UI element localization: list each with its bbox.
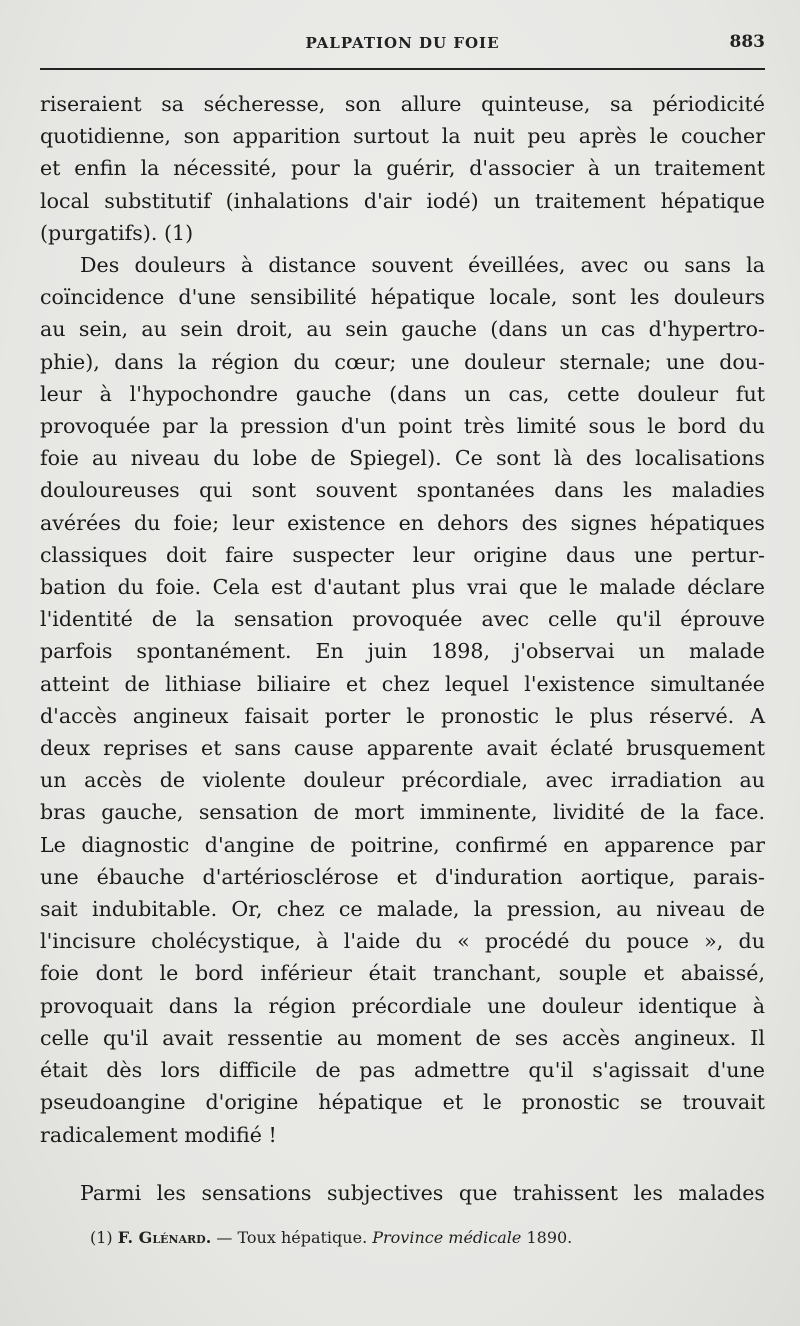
text-line: d'accès angineux faisait porter le pronostic le plus réservé. A [40, 703, 765, 728]
text-line: foie dont le bord inférieur était tranchant, souple et abaissé, [40, 961, 765, 986]
text-line: parfois spontanément. En juin 1898, j'observai un malade [40, 639, 765, 664]
text-line: coïncidence d'une sensibilité hépatique locale, sont les douleurs [40, 285, 765, 310]
running-title: PALPATION DU FOIE [305, 34, 500, 52]
footnote-author: F. Glénard. [117, 1228, 212, 1247]
text-line: était dès lors difficile de pas admettre qu'il s'agissait d'une [40, 1058, 765, 1083]
text-line: local substitutif (inhalations d'air iodé) un traitement hépatique [40, 188, 765, 213]
footnote [90, 1228, 710, 1247]
text-line: leur à l'hypochondre gauche (dans un cas, cette douleur fut [40, 381, 765, 406]
text-line: deux reprises et sans cause apparente avait éclaté brusquement [40, 736, 765, 761]
page-header [40, 28, 765, 64]
text-line: l'identité de la sensation provoquée avec celle qu'il éprouve [40, 607, 765, 632]
text-line: au sein, au sein droit, au sein gauche (dans un cas d'hypertro- [40, 317, 765, 342]
text-line: provoquait dans la région précordiale une douleur identique à [40, 993, 765, 1018]
text-line: et enfin la nécessité, pour la guérir, d'associer à un traitement [40, 156, 765, 181]
text-line: Des douleurs à distance souvent éveillées, avec ou sans la [80, 253, 765, 278]
page-number: 883 [729, 32, 765, 52]
text-line: Parmi les sensations subjectives que trahissent les malades [80, 1180, 765, 1205]
text-line: classiques doit faire suspecter leur origine daus une pertur- [40, 542, 765, 567]
text-line: un accès de violente douleur précordiale, avec irradiation au [40, 768, 765, 793]
text-line: sait indubitable. Or, chez ce malade, la pression, au niveau de [40, 897, 765, 922]
text-line: pseudoangine d'origine hépatique et le pronostic se trouvait [40, 1090, 765, 1115]
body-text [40, 88, 765, 1209]
text-line: Le diagnostic d'angine de poitrine, confirmé en apparence par [40, 832, 765, 857]
text-line: douloureuses qui sont souvent spontanées dans les maladies [40, 478, 765, 503]
footnote-year: 1890. [526, 1228, 573, 1247]
footnote-title: Toux hépatique. [237, 1228, 368, 1247]
text-line: (purgatifs). (1) [40, 220, 194, 245]
text-line: provoquée par la pression d'un point très limité sous le bord du [40, 414, 765, 439]
header-rule [40, 68, 765, 70]
text-line: une ébauche d'artériosclérose et d'induration aortique, parais- [40, 864, 765, 889]
text-line: bras gauche, sensation de mort imminente, lividité de la face. [40, 800, 765, 825]
paragraph-3 [40, 1177, 765, 1209]
footnote-dash: — [216, 1228, 233, 1247]
text-line: riseraient sa sécheresse, son allure quinteuse, sa périodicité [40, 92, 765, 116]
text-line: celle qu'il avait ressentie au moment de ses accès angineux. Il [40, 1025, 765, 1050]
text-line: quotidienne, son apparition surtout la nuit peu après le coucher [40, 124, 765, 149]
footnote-marker: (1) [90, 1228, 113, 1247]
text-line: foie au niveau du lobe de Spiegel). Ce sont là des localisations [40, 446, 765, 471]
text-line: phie), dans la région du cœur; une douleur sternale; une dou- [40, 349, 765, 374]
text-line: radicalement modifié ! [40, 1122, 277, 1147]
paragraph-2 [40, 249, 765, 1151]
text-line: avérées du foie; leur existence en dehors des signes hépatiques [40, 510, 765, 535]
text-line: l'incisure cholécystique, à l'aide du « procédé du pouce », du [40, 929, 765, 954]
text-line: bation du foie. Cela est d'autant plus vrai que le malade déclare [40, 575, 765, 600]
text-line: atteint de lithiase biliaire et chez lequel l'existence simultanée [40, 671, 765, 696]
paragraph-1 [40, 88, 765, 249]
footnote-journal: Province médicale [372, 1228, 522, 1247]
